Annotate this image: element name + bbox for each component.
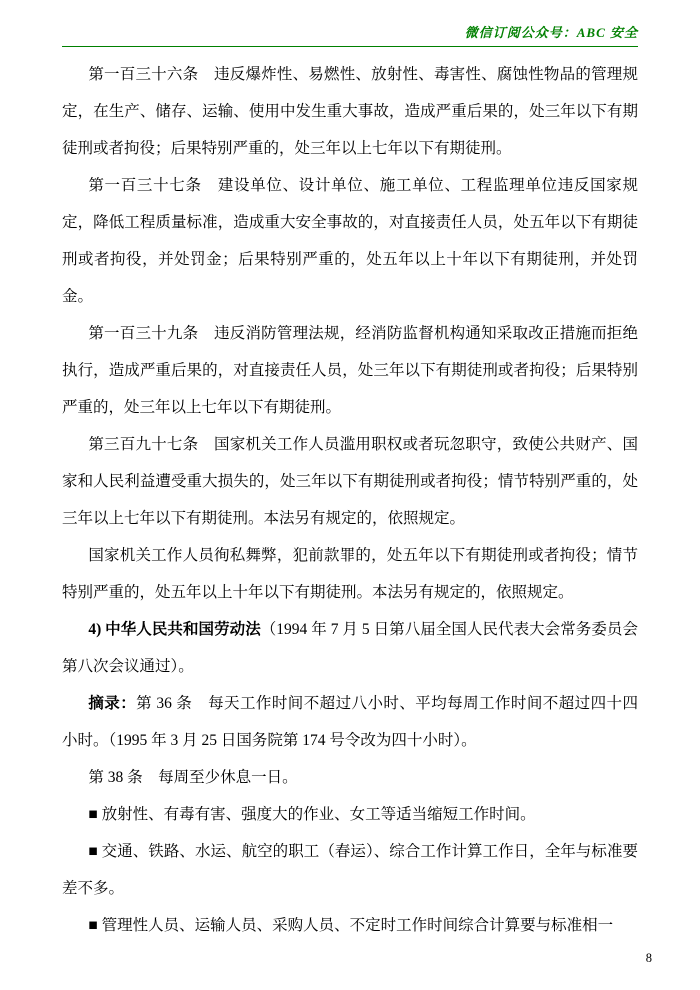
paragraph <box>62 426 638 537</box>
text-run: 第 36 条 每天工作时间不超过八小时、平均每周工作时间不超过四十四小时。（1995 年 3 月 25 日国务院第 174 号令改为四十小时）。 <box>62 695 638 749</box>
header-divider <box>62 46 638 47</box>
text-run: 第一百三十九条 违反消防管理法规，经消防监督机构通知采取改正措施而拒绝执行，造成严重后果的，对直接责任人员，处三年以下有期徒刑或者拘役；后果特别严重的，处三年以上七年以下有期徒刑。 <box>62 325 638 416</box>
bold-text-run: 摘录： <box>88 695 137 712</box>
text-run: 第一百三十六条 违反爆炸性、易燃性、放射性、毒害性、腐蚀性物品的管理规定，在生产、储存、运输、使用中发生重大事故，造成严重后果的，处三年以下有期徒刑或者拘役；后果特别严重的，处三年以上七年以下有期徒刑。 <box>62 66 638 157</box>
paragraph <box>62 167 638 315</box>
text-run: 第三百九十七条 国家机关工作人员滥用职权或者玩忽职守，致使公共财产、国家和人民利益遭受重大损失的，处三年以下有期徒刑或者拘役；情节特别严重的，处三年以上七年以下有期徒刑。本法另有规定的，依照规定。 <box>62 436 638 527</box>
paragraph <box>62 685 638 759</box>
paragraph <box>62 537 638 611</box>
text-run: 第 38 条 每周至少休息一日。 <box>88 769 298 786</box>
text-run: 第一百三十七条 建设单位、设计单位、施工单位、工程监理单位违反国家规定，降低工程质量标准，造成重大安全事故的，对直接责任人员，处五年以下有期徒刑或者拘役，并处罚金；后果特别严重的，处五年以上十年以下有期徒刑，并处罚金。 <box>62 177 638 305</box>
text-run: ■ 管理性人员、运输人员、采购人员、不定时工作时间综合计算要与标准相一 <box>88 917 614 934</box>
paragraph <box>62 56 638 167</box>
paragraph <box>62 796 638 833</box>
text-run: ■ 交通、铁路、水运、航空的职工（春运）、综合工作计算工作日，全年与标准要差不多。 <box>62 843 638 897</box>
text-run: 国家机关工作人员徇私舞弊，犯前款罪的，处五年以下有期徒刑或者拘役；情节特别严重的，处五年以上十年以下有期徒刑。本法另有规定的，依照规定。 <box>62 547 638 601</box>
text-run: （1994 年 7 月 5 日第八届全国人民代表大会常务委员会第八次会议通过）。 <box>62 621 638 675</box>
page-header <box>62 24 638 42</box>
text-run: ■ 放射性、有毒有害、强度大的作业、女工等适当缩短工作时间。 <box>88 806 536 823</box>
wechat-subscription-label: 微信订阅公众号：ABC 安全 <box>464 25 638 40</box>
paragraph <box>62 907 638 944</box>
page-number: 8 <box>645 951 652 965</box>
paragraph <box>62 315 638 426</box>
paragraph <box>62 611 638 685</box>
paragraph <box>62 759 638 796</box>
paragraph <box>62 833 638 907</box>
bold-text-run: 4) 中华人民共和国劳动法 <box>88 621 261 638</box>
document-body <box>62 56 638 944</box>
